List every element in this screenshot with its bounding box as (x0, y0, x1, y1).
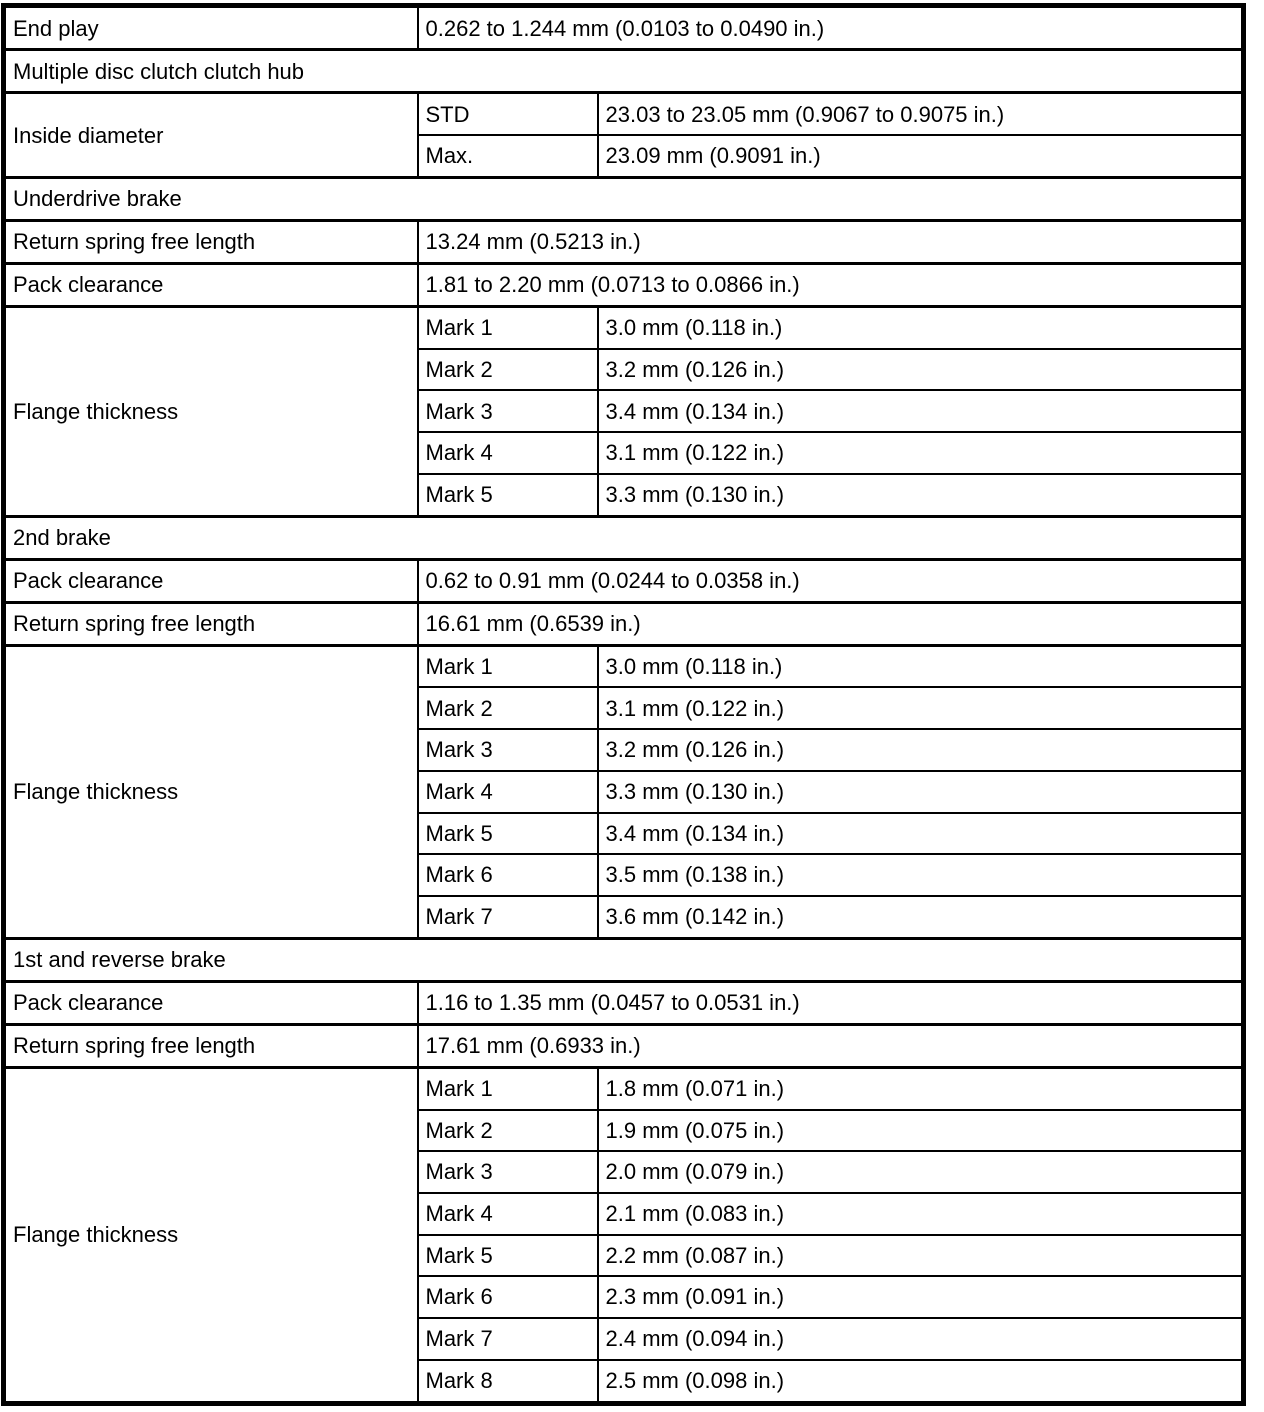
spec-subkey-cell: Mark 1 (418, 645, 598, 687)
spec-value-cell: 3.1 mm (0.122 in.) (598, 432, 1244, 474)
spec-value-cell: 1.9 mm (0.075 in.) (598, 1110, 1244, 1152)
spec-row (4, 93, 1244, 135)
spec-row (4, 1067, 1244, 1109)
spec-subkey-cell: Mark 4 (418, 432, 598, 474)
spec-subkey-cell: Mark 5 (418, 474, 598, 516)
spec-subkey-cell: Mark 5 (418, 813, 598, 855)
spec-subkey-cell: STD (418, 93, 598, 135)
spec-subkey-cell: Mark 2 (418, 349, 598, 391)
spec-row (4, 645, 1244, 687)
spec-value-cell: 17.61 mm (0.6933 in.) (418, 1024, 1244, 1067)
section-row (4, 938, 1244, 981)
spec-value-cell: 2.2 mm (0.087 in.) (598, 1235, 1244, 1277)
spec-value-cell: 1.81 to 2.20 mm (0.0713 to 0.0866 in.) (418, 263, 1244, 306)
section-header-cell: 2nd brake (4, 516, 1244, 559)
spec-subkey-cell: Mark 7 (418, 1318, 598, 1360)
spec-label-cell: Return spring free length (4, 1024, 418, 1067)
spec-value-cell: 16.61 mm (0.6539 in.) (418, 602, 1244, 645)
spec-value-cell: 2.5 mm (0.098 in.) (598, 1360, 1244, 1404)
section-row (4, 50, 1244, 93)
spec-row (4, 220, 1244, 263)
spec-subkey-cell: Mark 3 (418, 1151, 598, 1193)
spec-label-cell: Flange thickness (4, 306, 418, 516)
spec-value-cell: 3.3 mm (0.130 in.) (598, 474, 1244, 516)
spec-value-cell: 3.5 mm (0.138 in.) (598, 854, 1244, 896)
spec-subkey-cell: Mark 1 (418, 1067, 598, 1109)
spec-value-cell: 3.4 mm (0.134 in.) (598, 390, 1244, 432)
spec-value-cell: 3.0 mm (0.118 in.) (598, 645, 1244, 687)
spec-value-cell: 3.3 mm (0.130 in.) (598, 771, 1244, 813)
spec-subkey-cell: Mark 3 (418, 729, 598, 771)
spec-label-cell: Flange thickness (4, 1067, 418, 1403)
spec-label-cell: Return spring free length (4, 220, 418, 263)
spec-value-cell: 3.6 mm (0.142 in.) (598, 896, 1244, 938)
spec-subkey-cell: Mark 8 (418, 1360, 598, 1404)
spec-label-cell: Flange thickness (4, 645, 418, 938)
spec-row (4, 1024, 1244, 1067)
spec-label-cell: Pack clearance (4, 559, 418, 602)
spec-subkey-cell: Mark 6 (418, 854, 598, 896)
spec-value-cell: 3.2 mm (0.126 in.) (598, 729, 1244, 771)
spec-value-cell: 2.0 mm (0.079 in.) (598, 1151, 1244, 1193)
spec-subkey-cell: Mark 4 (418, 771, 598, 813)
spec-row (4, 6, 1244, 50)
spec-subkey-cell: Mark 4 (418, 1193, 598, 1235)
spec-row (4, 602, 1244, 645)
spec-row (4, 263, 1244, 306)
spec-subkey-cell: Mark 1 (418, 306, 598, 348)
spec-value-cell: 3.4 mm (0.134 in.) (598, 813, 1244, 855)
spec-subkey-cell: Mark 3 (418, 390, 598, 432)
spec-value-cell: 13.24 mm (0.5213 in.) (418, 220, 1244, 263)
spec-label-cell: End play (4, 6, 418, 50)
spec-value-cell: 0.262 to 1.244 mm (0.0103 to 0.0490 in.) (418, 6, 1244, 50)
spec-value-cell: 23.03 to 23.05 mm (0.9067 to 0.9075 in.) (598, 93, 1244, 135)
spec-value-cell: 1.8 mm (0.071 in.) (598, 1067, 1244, 1109)
spec-value-cell: 3.2 mm (0.126 in.) (598, 349, 1244, 391)
spec-value-cell: 2.1 mm (0.083 in.) (598, 1193, 1244, 1235)
section-header-cell: Underdrive brake (4, 177, 1244, 220)
spec-row (4, 306, 1244, 348)
spec-subkey-cell: Mark 6 (418, 1276, 598, 1318)
spec-value-cell: 2.4 mm (0.094 in.) (598, 1318, 1244, 1360)
spec-subkey-cell: Max. (418, 135, 598, 177)
spec-subkey-cell: Mark 2 (418, 687, 598, 729)
spec-label-cell: Pack clearance (4, 263, 418, 306)
spec-subkey-cell: Mark 5 (418, 1235, 598, 1277)
section-header-cell: 1st and reverse brake (4, 938, 1244, 981)
spec-value-cell: 1.16 to 1.35 mm (0.0457 to 0.0531 in.) (418, 981, 1244, 1024)
specifications-table-body (4, 6, 1244, 1404)
spec-value-cell: 3.1 mm (0.122 in.) (598, 687, 1244, 729)
section-header-cell: Multiple disc clutch clutch hub (4, 50, 1244, 93)
spec-subkey-cell: Mark 7 (418, 896, 598, 938)
spec-label-cell: Return spring free length (4, 602, 418, 645)
section-row (4, 516, 1244, 559)
spec-value-cell: 3.0 mm (0.118 in.) (598, 306, 1244, 348)
spec-row (4, 981, 1244, 1024)
section-row (4, 177, 1244, 220)
spec-subkey-cell: Mark 2 (418, 1110, 598, 1152)
spec-label-cell: Inside diameter (4, 93, 418, 178)
spec-value-cell: 2.3 mm (0.091 in.) (598, 1276, 1244, 1318)
spec-value-cell: 23.09 mm (0.9091 in.) (598, 135, 1244, 177)
spec-value-cell: 0.62 to 0.91 mm (0.0244 to 0.0358 in.) (418, 559, 1244, 602)
spec-row (4, 559, 1244, 602)
spec-label-cell: Pack clearance (4, 981, 418, 1024)
specifications-table (1, 3, 1246, 1406)
